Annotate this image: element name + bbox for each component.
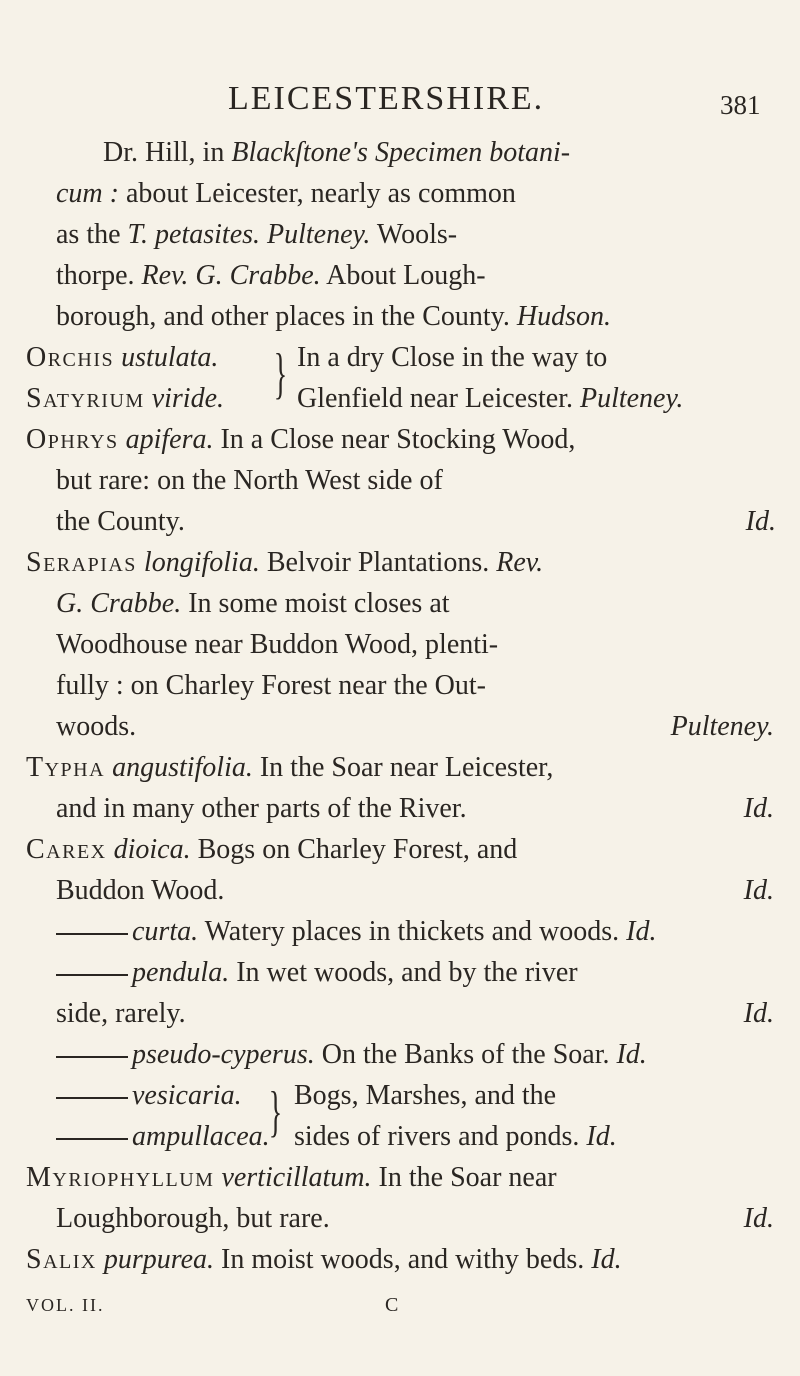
signature-mark: C <box>385 1294 399 1316</box>
text-line: and in many other parts of the River. <box>56 793 467 824</box>
habitat-text: Glenfield near Leicester. Pulteney. <box>297 383 684 414</box>
authority-ref: Id. <box>743 875 774 906</box>
species-entry: pendula. In wet woods, and by the river <box>56 956 578 990</box>
ditto-dash <box>56 1138 128 1140</box>
text-line: side, rarely. <box>56 998 186 1029</box>
ditto-dash <box>56 1097 128 1099</box>
genus-name: Orchis <box>26 342 115 373</box>
text-line: G. Crabbe. In some moist closes at <box>56 588 450 619</box>
species-entry: Carex dioica. Bogs on Charley Forest, and <box>26 834 518 865</box>
species-entry: Typha angustifolia. In the Soar near Leicester, <box>26 752 554 783</box>
species-entry <box>26 341 218 375</box>
text-line: Dr. Hill, in Blackſtone's Specimen botani- <box>103 137 571 168</box>
text-line: borough, and other places in the County. Hudson. <box>56 301 611 332</box>
genus-name: Satyrium <box>26 383 145 414</box>
volume-mark: VOL. II. <box>26 1295 105 1315</box>
text-line: woods. <box>56 711 137 742</box>
species-entry <box>26 382 224 416</box>
species-name: viride. <box>151 383 224 414</box>
authority-ref: Id. <box>743 998 774 1029</box>
species-entry: curta. Watery places in thickets and woods. Id. <box>56 915 656 949</box>
ditto-dash <box>56 1056 128 1058</box>
text-line: Woodhouse near Buddon Wood, plenti- <box>56 629 499 660</box>
text-line: but rare: on the North West side of <box>56 465 443 496</box>
text-line: Buddon Wood. <box>56 875 225 906</box>
species-entry: vesicaria. <box>56 1079 242 1113</box>
ditto-dash <box>56 974 128 976</box>
header-title: LEICESTERSHIRE. <box>228 80 545 117</box>
page-number: 381 <box>720 90 761 120</box>
species-entry: Myriophyllum verticillatum. In the Soar near <box>26 1162 557 1193</box>
authority-ref: Id. <box>743 1203 774 1234</box>
text-line: the County. <box>56 506 185 537</box>
text-line: fully : on Charley Forest near the Out- <box>56 670 487 701</box>
authority-ref: Id. <box>743 793 774 824</box>
text-line: Loughborough, but rare. <box>56 1203 330 1234</box>
habitat-text: Bogs, Marshes, and the <box>294 1080 557 1111</box>
text-line: thorpe. Rev. G. Crabbe. About Lough- <box>56 260 486 291</box>
habitat-text: sides of rivers and ponds. Id. <box>294 1121 617 1152</box>
species-entry: Serapias longifolia. Belvoir Plantations. Rev. <box>26 547 544 578</box>
text-line: cum : about Leicester, nearly as common <box>56 178 516 209</box>
species-entry: pseudo-cyperus. On the Banks of the Soar. Id. <box>56 1038 647 1072</box>
species-entry: ampullacea. <box>56 1120 270 1154</box>
habitat-text: In a dry Close in the way to <box>297 342 608 373</box>
species-entry: Ophrys apifera. In a Close near Stocking Wood, <box>26 424 576 455</box>
authority-ref: Id. <box>745 506 776 537</box>
brace-icon: } <box>268 1081 283 1143</box>
ditto-dash <box>56 933 128 935</box>
species-entry: Salix purpurea. In moist woods, and withy beds. Id. <box>26 1244 622 1275</box>
text-line: as the T. petasites. Pulteney. Wools- <box>56 219 458 250</box>
species-name: ustulata. <box>121 342 219 373</box>
brace-icon: } <box>273 343 288 405</box>
authority-ref: Pulteney. <box>670 711 774 742</box>
